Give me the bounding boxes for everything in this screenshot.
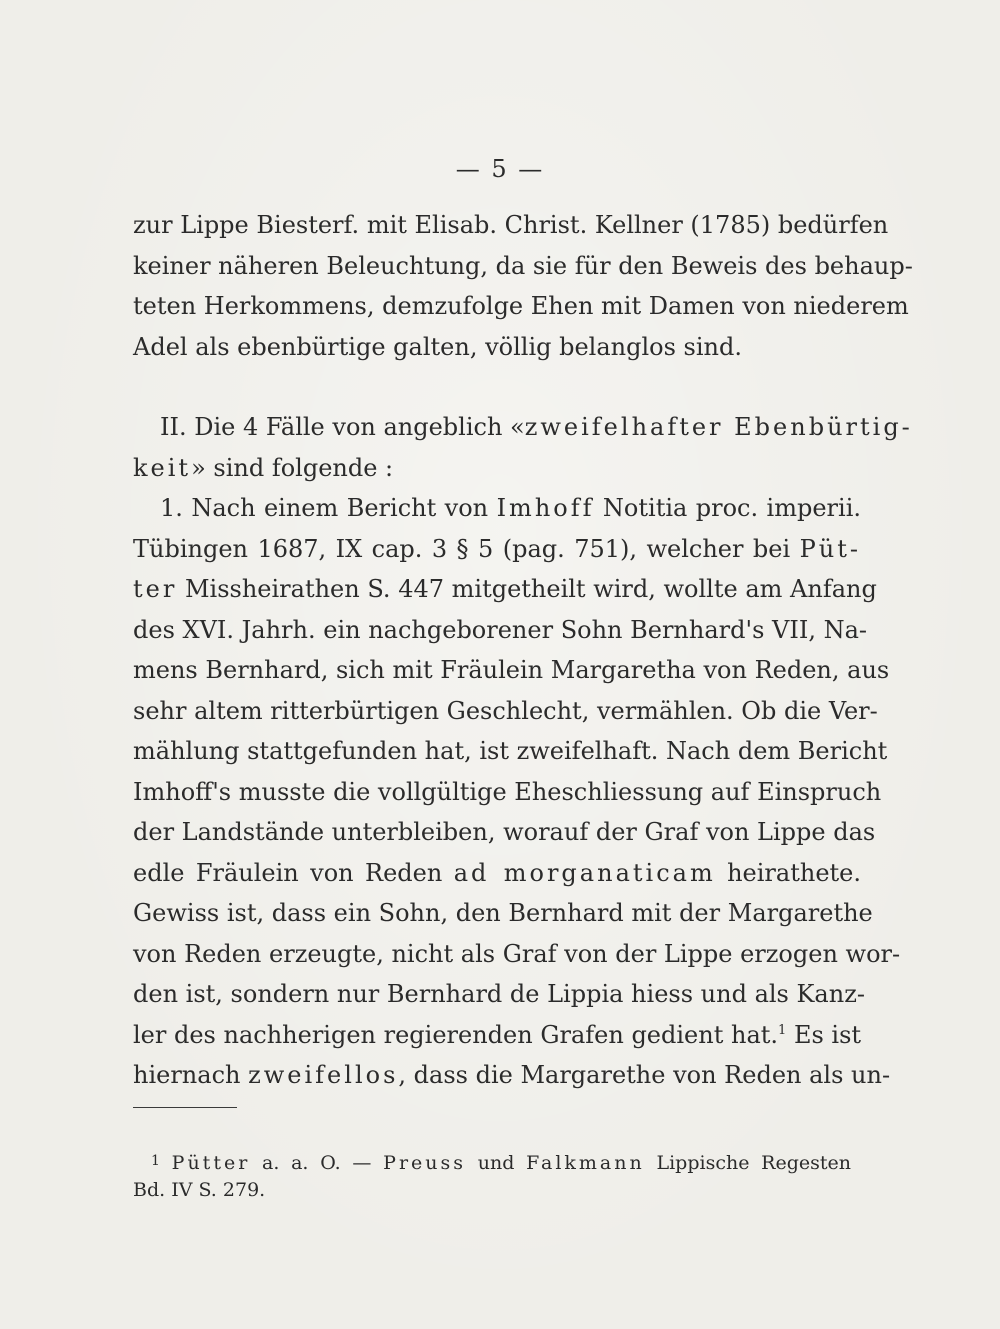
text-line: Imhoff's musste die vollgültige Eheschliessung auf Einspruch [133, 777, 882, 806]
spaced-text: zweifellos [248, 1061, 399, 1089]
text-line: Gewiss ist, dass ein Sohn, den Bernhard mit der Margarethe [133, 899, 873, 927]
text-line [133, 853, 861, 894]
text-line: keiner näheren Beleuchtung, da sie für den Beweis des behaup- [133, 251, 913, 280]
text-fragment: Notitia proc. imperii. [594, 494, 862, 522]
text-fragment: II. Die 4 Fälle von angeblich « [160, 413, 525, 441]
text-line: zur Lippe Biesterf. mit Elisab. Christ. Kellner (1785) bedürfen [133, 211, 889, 239]
text-line [133, 407, 913, 448]
text-fragment: edle Fräulein von Reden [133, 858, 454, 887]
text-line: der Landstände unterbleiben, worauf der Graf von Lippe das [133, 818, 876, 846]
text-fragment: ler des nachherigen regierenden Grafen gedient hat. [133, 1020, 779, 1049]
spaced-text: Preuss [383, 1152, 467, 1174]
page-number: — 5 — [455, 155, 545, 183]
body-text [133, 205, 913, 1096]
text-fragment: heirathete. [715, 858, 861, 887]
text-fragment: » sind folgende : [191, 453, 394, 482]
text-line: teten Herkommens, demzufolge Ehen mit Damen von niederem [133, 292, 909, 320]
text-fragment: hiernach [133, 1061, 249, 1089]
text-line [133, 1055, 891, 1096]
spaced-text: zweifelhafter Ebenbürtig- [524, 413, 913, 441]
text-line: Adel als ebenbürtige galten, völlig belanglos sind. [133, 332, 742, 361]
text-line [133, 1015, 861, 1056]
text-line [133, 448, 861, 489]
spaced-text: Püt- [799, 534, 861, 563]
paragraph-gap [133, 367, 861, 407]
text-fragment: Tübingen 1687, IX cap. 3 § 5 (pag. 751), welcher bei [133, 534, 800, 563]
text-line [133, 569, 877, 610]
text-line: mählung stattgefunden hat, ist zweifelhaft. Nach dem Bericht [133, 737, 888, 765]
text-fragment: 1. Nach einem Bericht von [160, 494, 497, 522]
footnote-line [133, 1148, 851, 1177]
text-line: mens Bernhard, sich mit Fräulein Margaretha von Reden, aus [133, 656, 890, 684]
footnote-mark: 1 [151, 1153, 160, 1169]
text-fragment: Missheirathen S. 447 mitgetheilt wird, wollte am Anfang [177, 575, 877, 603]
footnote-divider [133, 1107, 237, 1108]
footnotes [133, 1148, 851, 1204]
spaced-text: Imhoff [496, 494, 595, 522]
text-fragment: und [466, 1152, 527, 1174]
spaced-text: ad morganaticam [453, 858, 716, 887]
spaced-text: ter [133, 575, 178, 603]
text-fragment: , dass die Margarethe von Reden als un- [398, 1061, 891, 1089]
footnote-line: Bd. IV S. 279. [133, 1179, 266, 1201]
text-fragment: a. a. O. — [250, 1152, 384, 1174]
spaced-text: keit [133, 453, 192, 482]
spaced-text: Falkmann [526, 1152, 645, 1174]
text-line: des XVI. Jahrh. ein nachgeborener Sohn Bernhard's VII, Na- [133, 615, 868, 644]
footnote-reference: 1 [778, 1022, 787, 1038]
text-fragment: Es ist [786, 1020, 862, 1049]
text-line [133, 488, 861, 529]
text-line: von Reden erzeugte, nicht als Graf von der Lippe erzogen wor- [133, 939, 901, 968]
text-line: den ist, sondern nur Bernhard de Lippia hiess und als Kanz- [133, 980, 865, 1008]
text-line: sehr altem ritterbürtigen Geschlecht, vermählen. Ob die Ver- [133, 696, 878, 725]
spaced-text: Pütter [171, 1152, 251, 1174]
text-fragment: Lippische Regesten [644, 1152, 851, 1174]
text-line [133, 529, 861, 570]
